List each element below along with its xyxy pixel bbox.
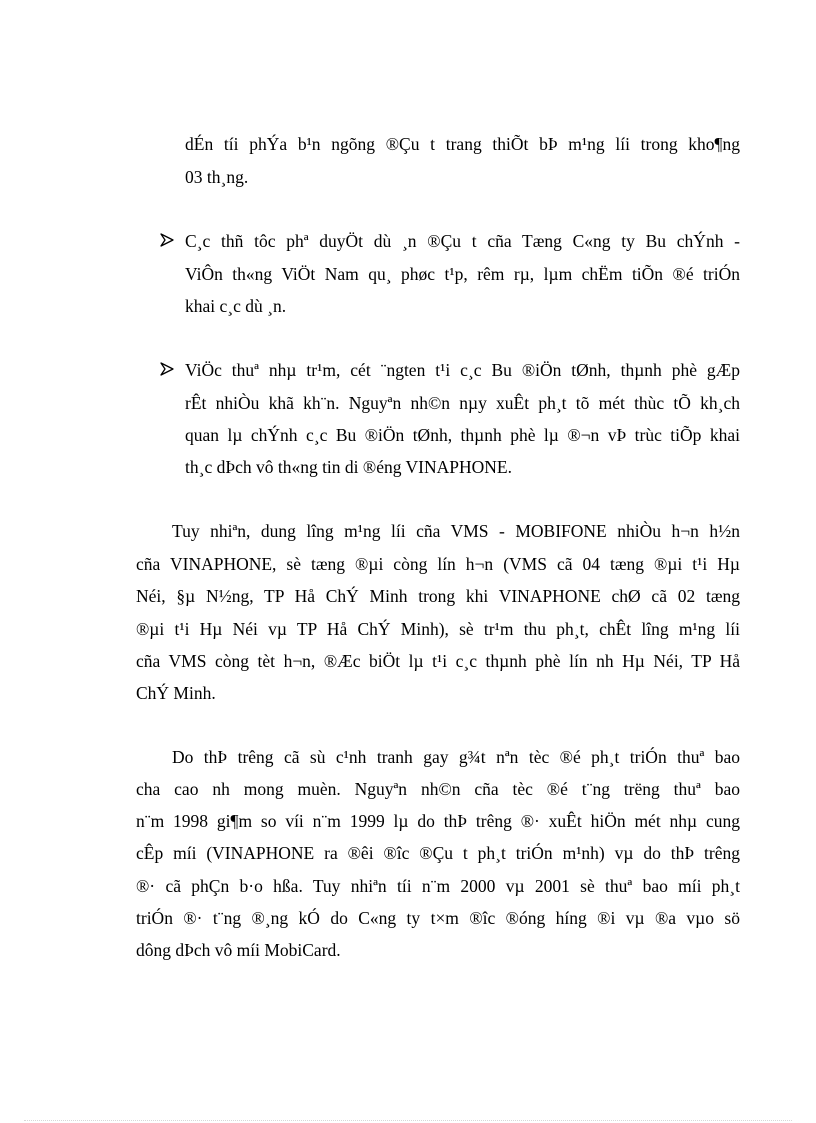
text-line: rÊt nhiÒu khã kh¨n. Nguyªn nh©n nµy xuÊt ph¸t tõ mét thùc tÕ kh¸ch xyxy=(185,393,740,413)
text-line: Néi, §µ N½ng, TP Hå ChÝ Minh trong khi VINAPHONE chØ cã 02 tæng xyxy=(136,586,740,606)
text-line: n¨m 1998 gi¶m so víi n¨m 1999 lµ do thÞ trêng ®· xuÊt hiÖn mét nhµ cung xyxy=(136,811,740,831)
text-line: ChÝ Minh. xyxy=(136,683,216,703)
page-bottom-divider xyxy=(24,1120,792,1121)
text-line: Do thÞ trêng cã sù c¹nh tranh gay g¾t nªn tèc ®é ph¸t triÓn thuª bao xyxy=(172,747,740,767)
text-line: ViÖc thuª nhµ tr¹m, cét ¨ngten t¹i c¸c Bu ®iÖn tØnh, thµnh phè gÆp xyxy=(185,360,740,380)
text-line: triÓn ®· t¨ng ®¸ng kÓ do C«ng ty t×m ®îc ®óng híng ®i vµ ®a vµo sö xyxy=(136,908,740,928)
text-line: 03 th¸ng. xyxy=(185,167,249,187)
text-line: quan lµ chÝnh c¸c Bu ®iÖn tØnh, thµnh phè lµ ®¬n vÞ trùc tiÕp khai xyxy=(185,425,740,445)
text-line: cÊp míi (VINAPHONE ra ®êi ®îc ®Çu t ph¸t triÓn m¹nh) vµ do thÞ trêng xyxy=(136,843,740,863)
text-line: dông dÞch vô míi MobiCard. xyxy=(136,940,341,960)
text-line: Tuy nhiªn, dung lîng m¹ng líi cña VMS - MOBIFONE nhiÒu h¬n h½n xyxy=(172,521,740,541)
text-line: cha cao nh mong muèn. Nguyªn nh©n cña tèc ®é t¨ng trëng thuª bao xyxy=(136,779,740,799)
text-line: cña VMS còng tèt h¬n, ®Æc biÖt lµ t¹i c¸c thµnh phè lín nh Hµ Néi, TP Hå xyxy=(136,651,740,671)
text-line: khai c¸c dù ¸n. xyxy=(185,296,287,316)
text-line: cña VINAPHONE, sè tæng ®µi còng lín h¬n (VMS cã 04 tæng ®µi t¹i Hµ xyxy=(136,554,740,574)
text-line: ®· cã phÇn b·o hßa. Tuy nhiªn tíi n¨m 2000 vµ 2001 sè thuª bao míi ph¸t xyxy=(136,876,740,896)
text-line: ViÔn th«ng ViÖt Nam qu¸ phøc t¹p, rêm rµ, lµm chËm tiÕn ®é triÓn xyxy=(185,264,740,284)
text-line: ®µi t¹i Hµ Néi vµ TP Hå ChÝ Minh), sè tr¹m thu ph¸t, chÊt lîng m¹ng líi xyxy=(136,619,740,639)
text-line: th¸c dÞch vô th«ng tin di ®éng VINAPHONE. xyxy=(185,457,512,477)
arrow-bullet-icon xyxy=(160,233,174,247)
text-line: dÉn tíi phÝa b¹n ngõng ®Çu t trang thiÕt bÞ m¹ng líi trong kho¶ng xyxy=(185,134,740,154)
text-line: C¸c thñ tôc phª duyÖt dù ¸n ®Çu t cña Tæng C«ng ty Bu chÝnh - xyxy=(185,231,740,251)
arrow-bullet-icon xyxy=(160,362,174,376)
